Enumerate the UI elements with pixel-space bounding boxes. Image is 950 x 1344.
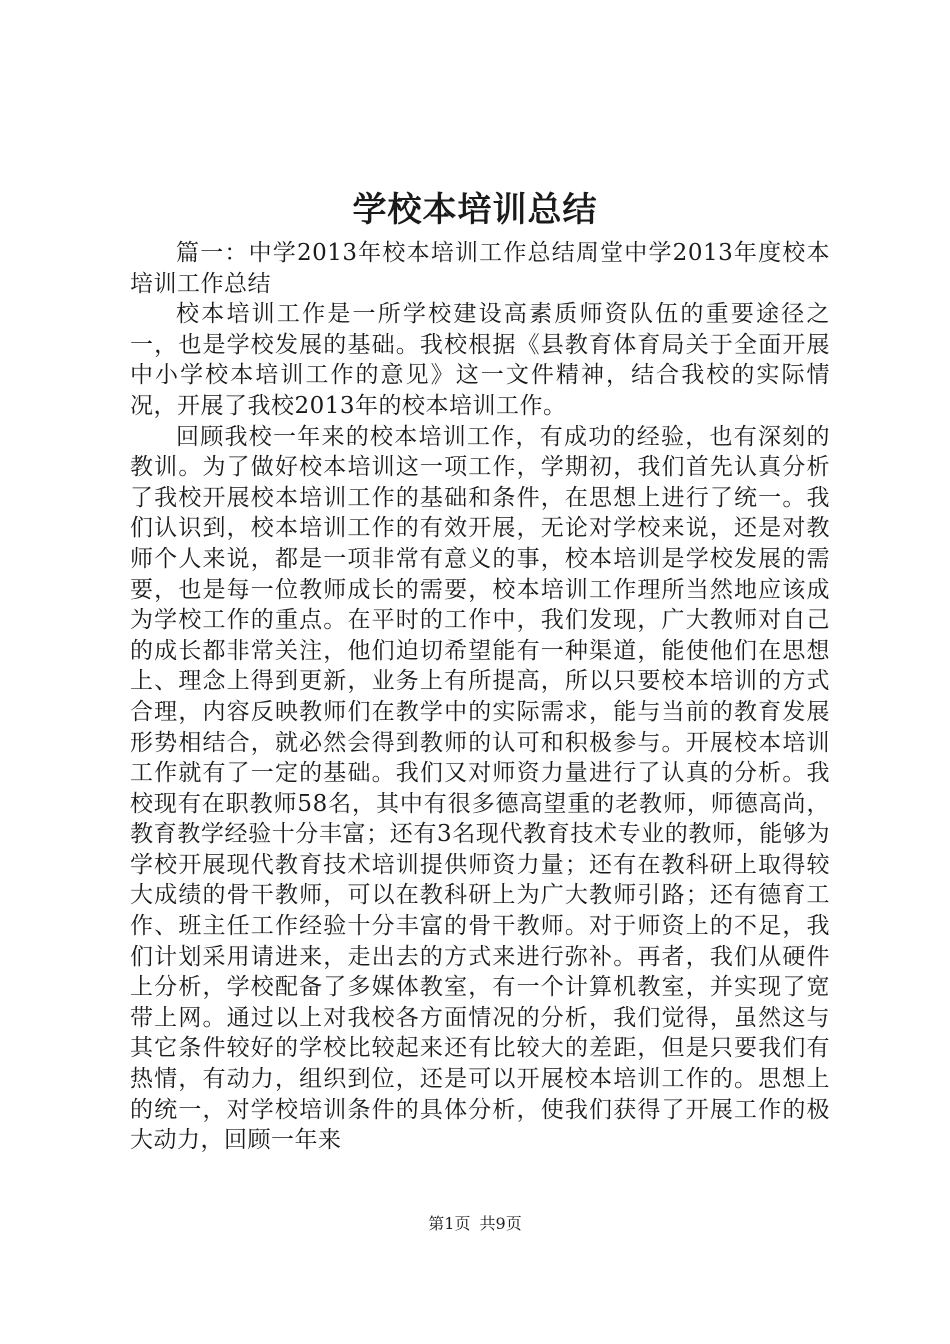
paragraph-1: 篇一：中学2013年校本培训工作总结周堂中学2013年度校本培训工作总结: [130, 240, 830, 297]
document-title: 学校本培训总结: [352, 190, 598, 230]
page-footer: [0, 1213, 950, 1235]
paragraph-3: 回顾我校一年来的校本培训工作，有成功的经验，也有深刻的教训。为了做好校本培训这一项工作，学期初，我们首先认真分析了我校开展校本培训工作的基础和条件，在思想上进行了统一。我们认识到，校本培训工作的有效开展，无论对学校来说，还是对教师个人来说，都是一项非常有意义的事，校本培训是学校发展的需要，也是每一位教师成长的需要，校本培训工作理所当然地应该成为学校工作的重点。在平时的工作中，我们发现，广大教师对自己的成长都非常关注，他们迫切希望能有一种渠道，能使他们在思想上、理念上得到更新，业务上有所提高，所以只要校本培训的方式合理，内容反映教师们在教学中的实际需求，能与当前的教育发展形势相结合，就必然会得到教师的认可和积极参与。开展校本培训工作就有了一定的基础。我们又对师资力量进行了认真的分析。我校现有在职教师58名，其中有很多德高望重的老教师，师德高尚，教育教学经验十分丰富；还有3名现代教育技术专业的教师，能够为学校开展现代教育技术培训提供师资力量；还有在教科研上取得较大成绩的骨干教师，可以在教科研上为广大教师引路；还有德育工作、班主任工作经验十分丰富的骨干教师。对于师资上的不足，我们计划采用请进来，走出去的方式来进行弥补。再者，我们从硬件上分析，学校配备了多媒体教室，有一个计算机教室，并实现了宽带上网。通过以上对我校各方面情况的分析，我们觉得，虽然这与其它条件较好的学校比较起来还有比较大的差距，但是只要我们有热情，有动力，组织到位，还是可以开展校本培训工作的。思想上的统一，对学校培训条件的具体分析，使我们获得了开展工作的极大动力，回顾一年来: [130, 423, 830, 1154]
page-number: 第1页: [428, 1214, 471, 1233]
paragraph-2: 校本培训工作是一所学校建设高素质师资队伍的重要途径之一，也是学校发展的基础。我校根据《县教育体育局关于全面开展中小学校本培训工作的意见》这一文件精神，结合我校的实际情况，开展了我校2013年的校本培训工作。: [130, 301, 830, 419]
page-total: 共9页: [479, 1214, 522, 1233]
document-body: [130, 238, 830, 1156]
